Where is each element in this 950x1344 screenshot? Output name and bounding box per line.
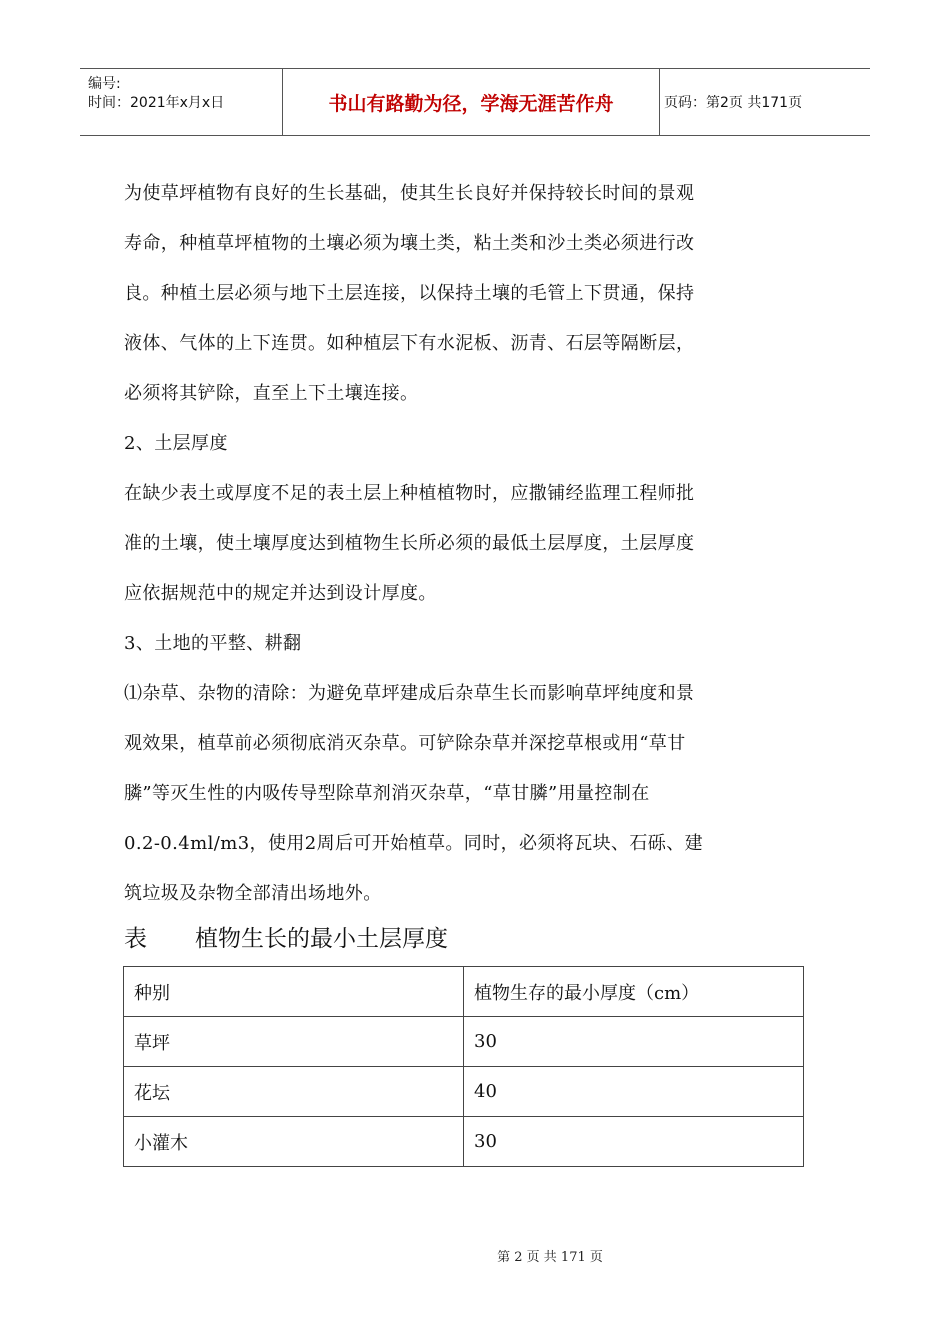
paragraph-line: 0.2-0.4ml/m3，使用2周后可开始植草。同时，必须将瓦块、石砾、建 — [124, 833, 703, 854]
table-cell-type: 草坪 — [124, 1017, 464, 1067]
table-cell-type: 花坛 — [124, 1067, 464, 1117]
table-cell-type: 小灌木 — [124, 1117, 464, 1167]
table-header-cell: 种别 — [124, 967, 464, 1017]
page-header — [80, 68, 870, 136]
table-cell-thickness: 30 — [464, 1117, 804, 1167]
paragraph-line: 必须将其铲除，直至上下土壤连接。 — [124, 383, 419, 404]
body-text — [124, 172, 824, 922]
table-title — [124, 920, 448, 953]
section-heading: 2、土层厚度 — [124, 433, 228, 454]
paragraph-line: 膦”等灭生性的内吸传导型除草剂消灭杂草，“草甘膦”用量控制在 — [124, 783, 650, 804]
paragraph-line: 筑垃圾及杂物全部清出场地外。 — [124, 883, 382, 904]
paragraph-line: 良。种植土层必须与地下土层连接，以保持土壤的毛管上下贯通，保持 — [124, 283, 695, 304]
page-footer: 第 2 页 共 171 页 — [497, 1250, 603, 1265]
table-header-row — [124, 967, 804, 1017]
header-number-label: 编号: — [88, 76, 121, 92]
paragraph-line: 在缺少表土或厚度不足的表土层上种植植物时，应撒铺经监理工程师批 — [124, 483, 695, 504]
header-time-label: 时间：2021年x月x日 — [88, 95, 225, 111]
paragraph-line: 为使草坪植物有良好的生长基础，使其生长良好并保持较长时间的景观 — [124, 183, 695, 204]
table-row — [124, 1067, 804, 1117]
table-row — [124, 1117, 804, 1167]
table-cell-thickness: 40 — [464, 1067, 804, 1117]
table-title-prefix: 表 — [124, 926, 147, 952]
header-divider — [659, 69, 660, 135]
paragraph-line: 准的土壤，使土壤厚度达到植物生长所必须的最低土层厚度，土层厚度 — [124, 533, 695, 554]
table-row — [124, 1017, 804, 1067]
paragraph-line: 应依据规范中的规定并达到设计厚度。 — [124, 583, 437, 604]
header-page-info: 页码：第2页 共171页 — [664, 95, 803, 111]
paragraph-line: 寿命，种植草坪植物的土壤必须为壤土类，粘土类和沙土类必须进行改 — [124, 233, 695, 254]
paragraph-line: 液体、气体的上下连贯。如种植层下有水泥板、沥青、石层等隔断层， — [124, 333, 695, 354]
soil-thickness-table — [123, 966, 804, 1167]
header-meta — [80, 69, 282, 135]
header-motto: 书山有路勤为径，学海无涯苦作舟 — [328, 92, 614, 115]
table-title-text: 植物生长的最小土层厚度 — [195, 926, 448, 952]
section-heading: 3、土地的平整、耕翻 — [124, 633, 302, 654]
table-cell-thickness: 30 — [464, 1017, 804, 1067]
paragraph-line: ⑴杂草、杂物的清除：为避免草坪建成后杂草生长而影响草坪纯度和景 — [124, 683, 695, 704]
table-header-cell: 植物生存的最小厚度（cm） — [464, 967, 804, 1017]
paragraph-line: 观效果，植草前必须彻底消灭杂草。可铲除杂草并深挖草根或用“草甘 — [124, 733, 686, 754]
